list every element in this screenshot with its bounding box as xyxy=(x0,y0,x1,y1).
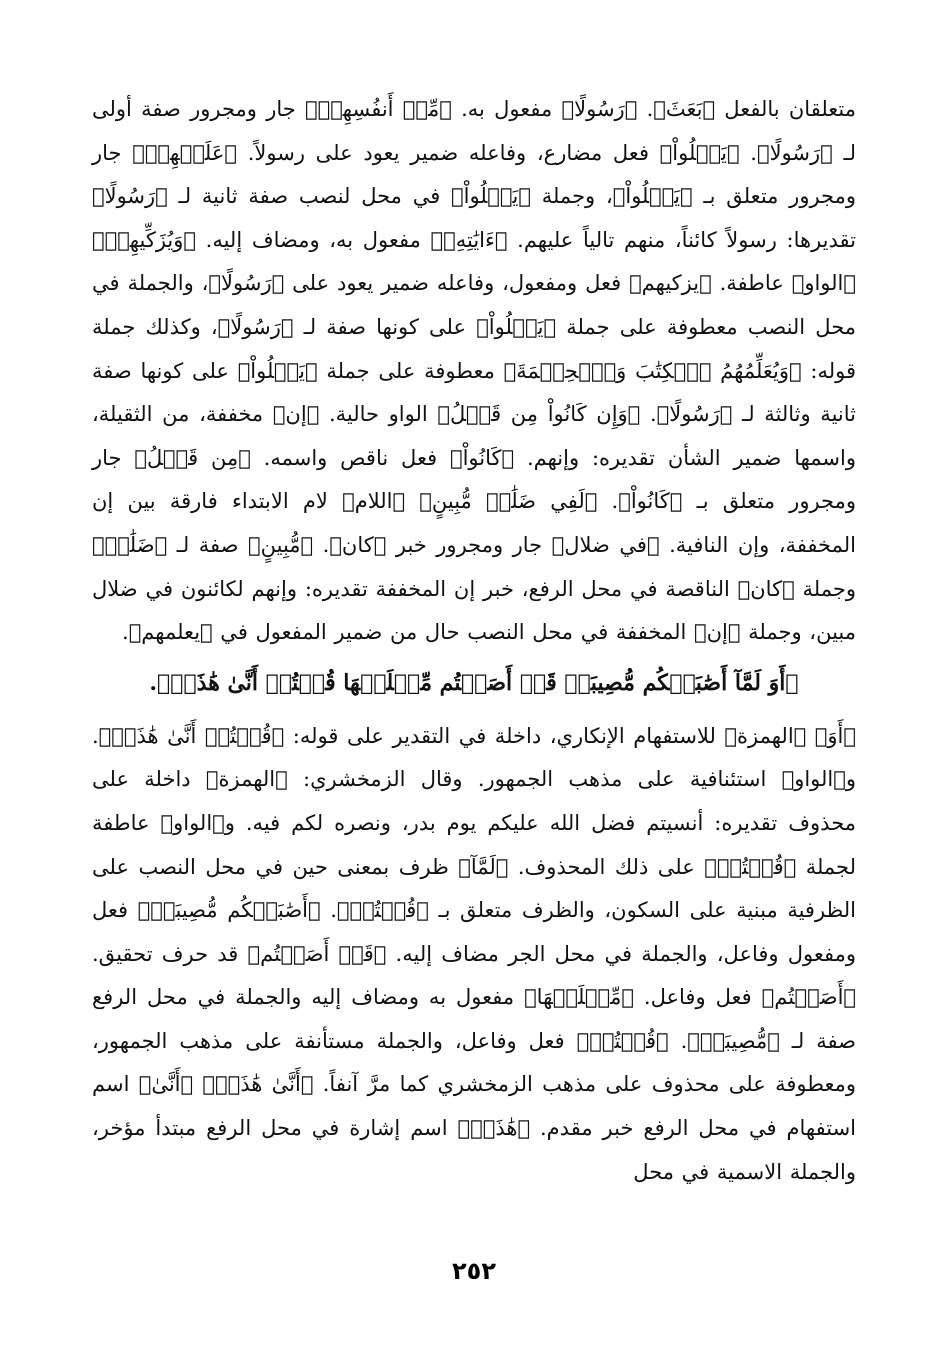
paragraph-2: ﴿أَوَ﴾ ﴿الهمزة﴾ للاستفهام الإنكاري، داخلة في التقدير على قوله: ﴿قُلۡتُمۡ أَنَّىٰ هَٰذَاۖ﴾. و﴿الواو﴾ استئنافية على مذهب الجمهور. وقال الزمخشري: ﴿الهمزة﴾ داخلة على محذوف تقديره: أنسيتم فضل الله عليكم يوم بدر، ونصره لكم فيه. و﴿الواو﴾ عاطفة لجملة ﴿قُلۡتُمۡ﴾ على ذلك المحذوف. ﴿لَمَّآ﴾ ظرف بمعنى حين في محل النصب على الظرفية مبنية على السكون، والظرف متعلق بـ ﴿قُلۡتُمۡ﴾. ﴿أَصَٰبَتۡكُم مُّصِيبَةٞ﴾ فعل ومفعول وفاعل، والجملة في محل الجر مضاف إليه. ﴿قَدۡ أَصَبۡتُم﴾ قد حرف تحقيق. ﴿أَصَبۡتُم﴾ فعل وفاعل. ﴿مِّثۡلَيۡهَا﴾ مفعول به ومضاف إليه والجملة في محل الرفع صفة لـ ﴿مُّصِيبَةٞ﴾. ﴿قُلۡتُمۡ﴾ فعل وفاعل، والجملة مستأنفة على مذهب الجمهور، ومعطوفة على محذوف على مذهب الزمخشري كما مرَّ آنفاً. ﴿أَنَّىٰ هَٰذَاۖ﴾ ﴿أَنَّىٰ﴾ اسم استفهام في محل الرفع خبر مقدم. ﴿هَٰذَاۖ﴾ اسم إشارة في محل الرفع مبتدأ مؤخر، والجملة الاسمية في محل xyxy=(92,723,856,1184)
page-number: ٢٥٢ xyxy=(452,1257,496,1285)
paragraph-1: متعلقان بالفعل ﴿بَعَثَ﴾. ﴿رَسُولًا﴾ مفعول به. ﴿مِّنۡ أَنفُسِهِمۡ﴾ جار ومجرور صفة أولى لـ ﴿رَسُولًا﴾. ﴿يَتۡلُواْ﴾ فعل مضارع، وفاعله ضمير يعود على رسولاً. ﴿عَلَيۡهِمۡ﴾ جار ومجرور متعلق بـ ﴿يَتۡلُواْ﴾، وجملة ﴿يَتۡلُواْ﴾ في محل لنصب صفة ثانية لـ ﴿رَسُولًا﴾ تقديرها: رسولاً كائناً، منهم تالياً عليهم. ﴿ءَايَٰتِهِۦ﴾ مفعول به، ومضاف إليه. ﴿وَيُزَكِّيهِمۡ﴾ ﴿الواو﴾ عاطفة. ﴿يزكيهم﴾ فعل ومفعول، وفاعله ضمير يعود على ﴿رَسُولًا﴾، والجملة في محل النصب معطوفة على جملة ﴿يَتۡلُواْ﴾ على كونها صفة لـ ﴿رَسُولًا﴾، وكذلك جملة قوله: ﴿وَيُعَلِّمُهُمُ ٱلۡكِتَٰبَ وَٱلۡحِكۡمَةَ﴾ معطوفة على جملة ﴿يَتۡلُواْ﴾ على كونها صفة ثانية وثالثة لـ ﴿رَسُولًا﴾. ﴿وَإِن كَانُواْ مِن قَبۡلُ﴾ الواو حالية. ﴿إن﴾ مخففة، من الثقيلة، واسمها ضمير الشأن تقديره: وإنهم. ﴿كَانُواْ﴾ فعل ناقص واسمه. ﴿مِن قَبۡلُ﴾ جار ومجرور متعلق بـ ﴿كَانُواْ﴾. ﴿لَفِي ضَلَٰلٖ مُّبِينٍ﴾ ﴿اللام﴾ لام الابتداء فارقة بين إن المخففة، وإن النافية. ﴿في ضلال﴾ جار ومجرور خبر ﴿كان﴾. ﴿مُّبِينٍ﴾ صفة لـ ﴿ضَلَٰلٖ﴾ وجملة ﴿كان﴾ الناقصة في محل الرفع، خبر إن المخففة تقديره: وإنهم لكائنون في ضلال مبين، وجملة ﴿إن﴾ المخففة في محل النصب حال من ضمير المفعول في ﴿يعلمهم﴾. xyxy=(92,97,856,645)
quran-verse: ﴿أَوَ لَمَّآ أَصَٰبَتۡكُم مُّصِيبَةٞ قَدۡ أَصَبۡتُم مِّثۡلَيۡهَا قُلۡتُمۡ أَنَّىٰ هَٰذَاۖ﴾. xyxy=(149,669,799,696)
